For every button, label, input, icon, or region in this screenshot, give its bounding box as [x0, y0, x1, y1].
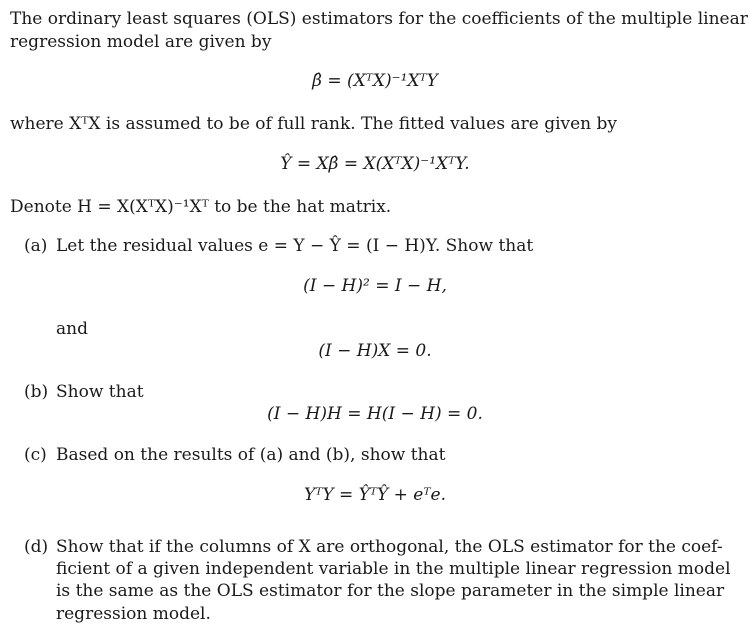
- part-a-equation-1: (I − H)² = I − H,: [303, 276, 447, 296]
- intro-line-4: Denote H = X(XᵀX)⁻¹Xᵀ to be the hat matrix.: [10, 197, 392, 217]
- part-a-connector: and: [56, 319, 88, 339]
- intro-line-1: The ordinary least squares (OLS) estimators for the coefficients of the multiple linear: [10, 9, 748, 29]
- equation-beta-hat: β̂ = (XᵀX)⁻¹XᵀY: [312, 71, 438, 91]
- equation-fitted-values: Ŷ = Xβ̂ = X(XᵀX)⁻¹XᵀY.: [280, 154, 470, 174]
- part-b-equation: (I − H)H = H(I − H) = 0.: [267, 404, 483, 424]
- part-c-text: Based on the results of (a) and (b), show that: [56, 445, 446, 465]
- part-d-label: (d): [24, 537, 49, 557]
- part-c-label: (c): [24, 445, 47, 465]
- part-b-label: (b): [24, 382, 49, 402]
- part-c-equation: YᵀY = ŶᵀŶ + eᵀe.: [304, 485, 446, 505]
- part-d-line-1: Show that if the columns of X are orthogonal, the OLS estimator for the coef-: [56, 537, 723, 557]
- part-d-line-2: ficient of a given independent variable in the multiple linear regression model: [56, 559, 731, 579]
- intro-line-3: where XᵀX is assumed to be of full rank. The fitted values are given by: [10, 114, 618, 134]
- part-a-equation-2: (I − H)X = 0.: [318, 341, 432, 361]
- part-d-line-4: regression model.: [56, 604, 211, 624]
- part-b-text: Show that: [56, 382, 144, 402]
- intro-line-2: regression model are given by: [10, 32, 272, 52]
- part-a-label: (a): [24, 236, 48, 256]
- part-a-text: Let the residual values e = Y − Ŷ = (I − H)Y. Show that: [56, 236, 534, 256]
- part-d-line-3: is the same as the OLS estimator for the slope parameter in the simple linear: [56, 581, 725, 601]
